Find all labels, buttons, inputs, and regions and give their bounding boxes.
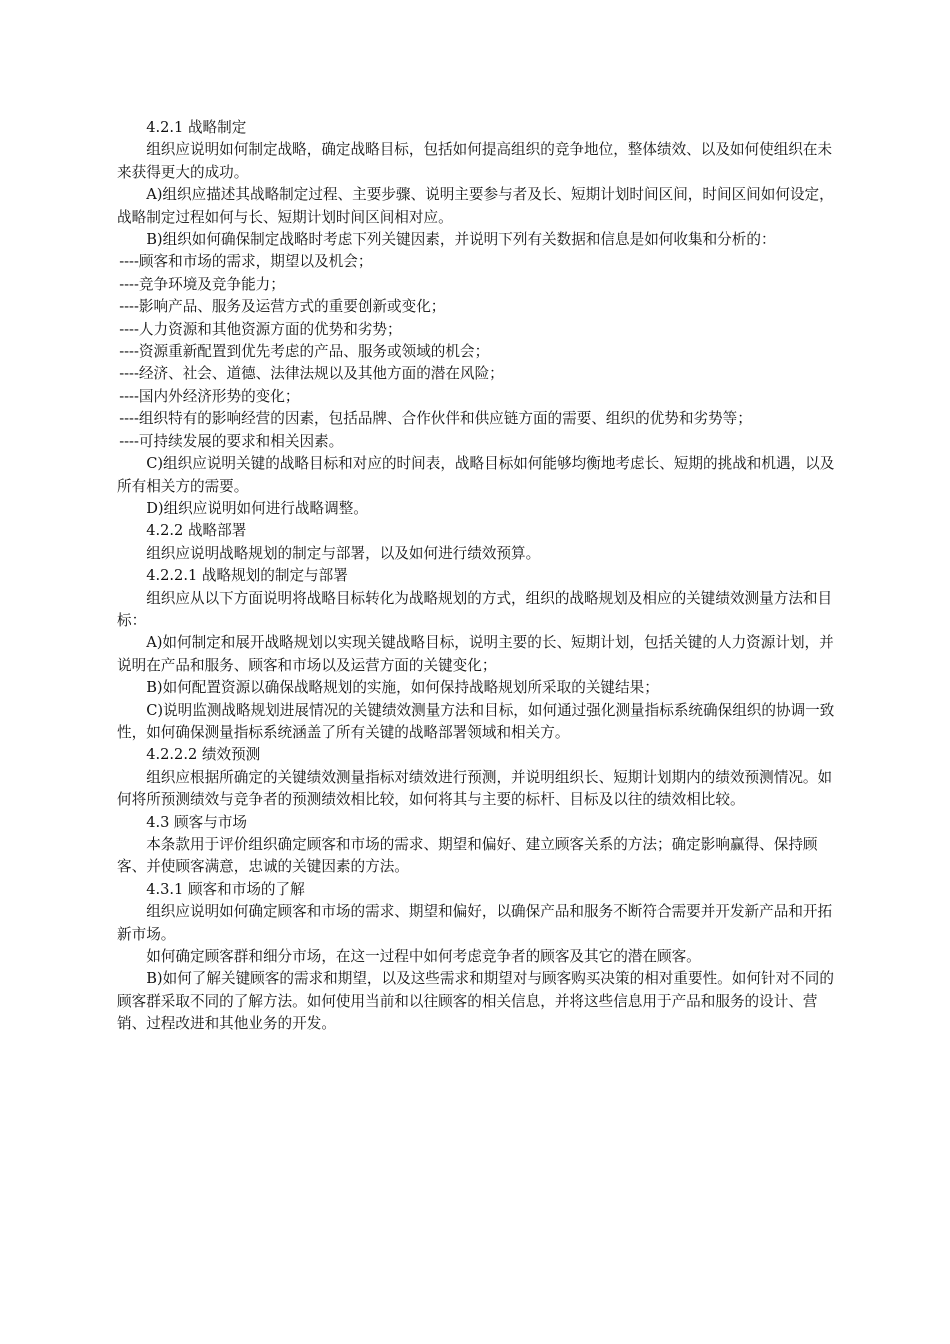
list-item: ----可持续发展的要求和相关因素。 [119,432,344,450]
list-item: ----竞争环境及竞争能力； [119,275,285,293]
paragraph: 4.2.2.1 战略规划的制定与部署 [146,567,348,585]
paragraph: A)组织应描述其战略制定过程、主要步骤、说明主要参与者及长、短期计划时间区间，时间区间如何设定，战略制定过程如何与长、短期计划时间区间相对应。 [117,186,834,226]
paragraph: D)组织应说明如何进行战略调整。 [146,499,368,517]
paragraph: 本条款用于评价组织确定顾客和市场的需求、期望和偏好、建立顾客关系的方法；确定影响赢得、保持顾客、并使顾客满意，忠诚的关键因素的方法。 [117,836,818,876]
list-item: ----资源重新配置到优先考虑的产品、服务或领域的机会； [119,343,490,361]
paragraph: 4.3 顾客与市场 [146,813,248,831]
paragraph: 组织应根据所确定的关键绩效测量指标对绩效进行预测，并说明组织长、短期计划期内的绩效预测情况。如何将所预测绩效与竞争者的预测绩效相比较，如何将其与主要的标杆、目标及以往的绩效相比较。 [117,768,833,809]
paragraph: B)如何配置资源以确保战略规划的实施，如何保持战略规划所采取的关键结果； [146,679,659,697]
paragraph: 如何确定顾客群和细分市场，在这一过程中如何考虑竞争者的顾客及其它的潜在顾客。 [146,948,701,966]
paragraph: 4.2.2 战略部署 [146,522,247,540]
paragraph: 组织应说明如何制定战略，确定战略目标，包括如何提高组织的竞争地位，整体绩效、以及如何使组织在未来获得更大的成功。 [117,141,833,181]
list-item: ----组织特有的影响经营的因素，包括品牌、合作伙伴和供应链方面的需要、组织的优势和劣势等； [119,410,752,428]
document-body [117,117,836,1036]
list-item: ----顾客和市场的需求，期望以及机会； [119,253,373,271]
list-item: ----经济、社会、道德、法律法规以及其他方面的潜在风险； [119,365,504,383]
paragraph: C)说明监测战略规划进展情况的关键绩效测量方法和目标，如何通过强化测量指标系统确保组织的协调一致性，如何确保测量指标系统涵盖了所有关键的战略部署领域和相关方。 [117,701,835,741]
paragraph: 组织应说明战略规划的制定与部署，以及如何进行绩效预算。 [146,544,541,562]
paragraph: B)如何了解关键顾客的需求和期望，以及这些需求和期望对与顾客购买决策的相对重要性。如何针对不同的顾客群采取不同的了解方法。如何使用当前和以往顾客的相关信息，并将这些信息用于产品和服务的设计、营销、过程改进和其他业务的开发。 [117,970,834,1033]
list-item: ----人力资源和其他资源方面的优势和劣势； [119,320,402,338]
paragraph: 4.3.1 顾客和市场的了解 [146,880,305,898]
paragraph: C)组织应说明关键的战略目标和对应的时间表，战略目标如何能够均衡地考虑长、短期的挑战和机遇，以及所有相关方的需要。 [117,455,835,495]
paragraph: 4.2.1 战略制定 [146,119,247,136]
list-item: ----影响产品、服务及运营方式的重要创新或变化； [119,298,446,316]
paragraph: B)组织如何确保制定战略时考虑下列关键因素，并说明下列有关数据和信息是如何收集和分析的： [146,231,776,249]
paragraph: 组织应说明如何确定顾客和市场的需求、期望和偏好，以确保产品和服务不断符合需要并开发新产品和开拓新市场。 [117,903,833,943]
list-item: ----国内外经济形势的变化； [119,387,300,405]
paragraph: 组织应从以下方面说明将战略目标转化为战略规划的方式，组织的战略规划及相应的关键绩效测量方法和目标： [117,589,833,629]
paragraph: 4.2.2.2 绩效预测 [146,746,261,764]
paragraph: A)如何制定和展开战略规划以实现关键战略目标，说明主要的长、短期计划，包括关键的人力资源计划，并说明在产品和服务、顾客和市场以及运营方面的关键变化； [117,634,834,674]
